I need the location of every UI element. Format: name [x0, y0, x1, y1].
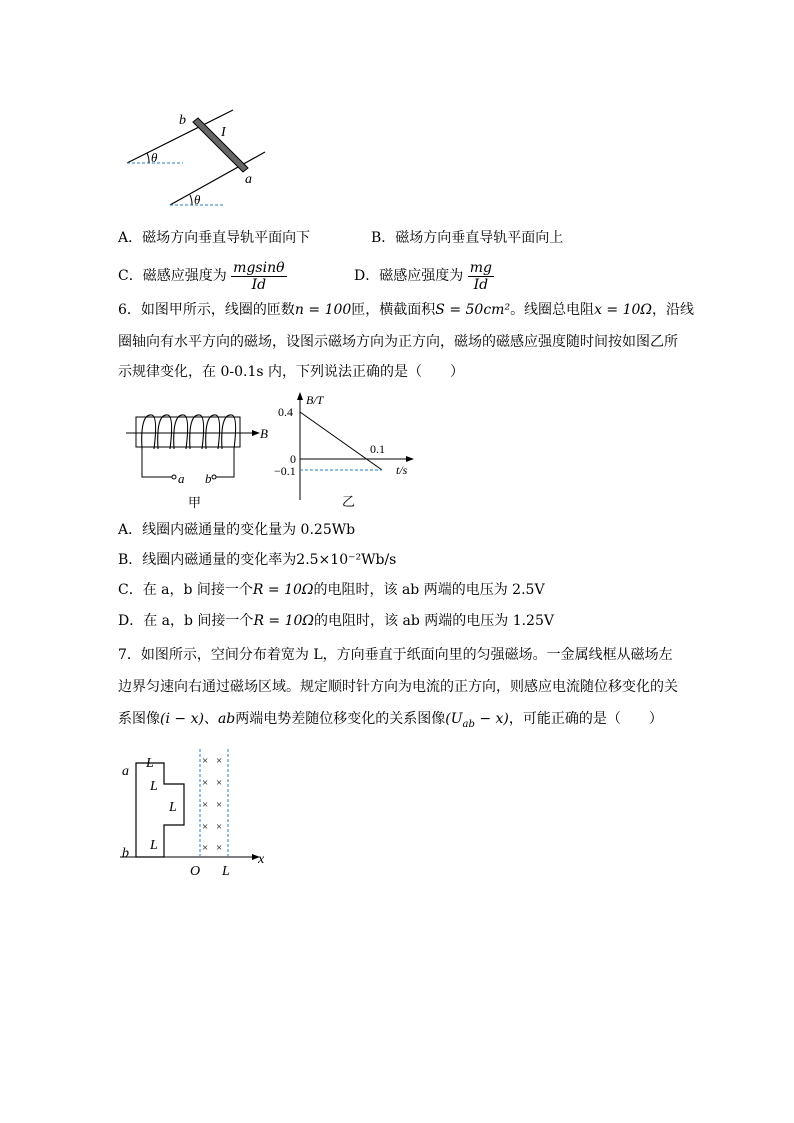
y-tick-top: 0.4: [278, 405, 293, 419]
q6-text: ，沿线: [652, 302, 695, 318]
field-crosses: [202, 755, 222, 854]
label-b: b: [122, 846, 129, 861]
cross-mark: ×: [216, 842, 223, 854]
label-L-step: L: [150, 779, 158, 794]
cross-mark: ×: [216, 799, 223, 811]
fraction-numerator: mg: [469, 259, 492, 276]
terminal-b: [212, 475, 216, 479]
b-t-line: [300, 412, 382, 470]
q6-option-c: [118, 580, 545, 600]
q7-stem-line1: 7．如图所示，空间分布着宽为 L，方向垂直于纸面向里的匀强磁场。一金属线框从磁场左: [118, 647, 673, 663]
q6-text: 的电阻时，该 ab 两端的电压为 2.5V: [313, 582, 545, 598]
q6-option-b-value: 2.5×10⁻²Wb/s: [296, 552, 397, 568]
q5-option-b: B．磁场方向垂直导轨平面向上: [371, 230, 564, 246]
q6-option-d-R: R = 10Ω: [253, 613, 315, 629]
caption-yi: 乙: [342, 494, 356, 509]
q7-stem-line3: [118, 709, 663, 735]
cross-mark: ×: [202, 799, 209, 811]
origin-label: 0: [290, 452, 296, 466]
q7-stem-line2: 边界匀速向右通过磁场区域。规定顺时针方向为电流的正方向，则感应电流随位移变化的关: [118, 679, 678, 695]
q7-text: 系图像: [118, 711, 160, 727]
label-b: b: [205, 471, 212, 486]
x-tick: 0.1: [370, 442, 385, 456]
fraction-denominator: Id: [231, 276, 286, 293]
upper-angle-arc: [147, 153, 149, 163]
q5-option-a: A．磁场方向垂直导轨平面向下: [118, 230, 311, 246]
label-B: B: [260, 426, 268, 441]
q7-ab: ab: [217, 711, 236, 727]
x-arrowhead: [406, 456, 414, 462]
cross-mark: ×: [216, 777, 223, 789]
coil-windings: [142, 415, 236, 449]
q5-option-d-prefix: D．磁感应强度为: [354, 268, 464, 284]
label-current-I: I: [221, 125, 226, 140]
lower-angle-arc: [190, 195, 192, 205]
label-O: O: [190, 864, 201, 879]
x-axis-label: t/s: [396, 463, 408, 477]
q5-option-d: [354, 256, 494, 296]
caption-jia: 甲: [188, 495, 202, 510]
q6-option-c-R: R = 10Ω: [252, 582, 314, 598]
q5-option-d-fraction: [468, 260, 494, 293]
cross-mark: ×: [202, 842, 209, 854]
q7-text: 、: [203, 711, 218, 727]
q6-stem-line2: 圈轴向有水平方向的磁场，设图示磁场方向为正方向，磁场的磁感应强度随时间按如图乙所: [118, 334, 678, 350]
label-L-axis: L: [222, 864, 230, 879]
inclined-rails-figure: [115, 100, 285, 212]
label-a: a: [122, 764, 129, 779]
q7-text: 两端电势差随位移变化的关系图像: [235, 711, 446, 727]
theta-bottom-label: θ: [194, 192, 201, 207]
terminal-a: [172, 475, 176, 479]
fraction-numerator: mgsinθ: [233, 259, 285, 276]
b-t-graph: [270, 392, 430, 512]
q6-option-d: [118, 611, 554, 631]
q7-U: (U: [445, 711, 463, 727]
q6-text: D．在 a，b 间接一个: [118, 613, 254, 629]
frame-field-figure: [116, 745, 276, 880]
q6-stem-line3: 示规律变化，在 0-0.1s 内，下列说法正确的是（ ）: [118, 364, 464, 380]
cross-mark: ×: [202, 821, 209, 833]
q7-U-rest: − x): [474, 711, 509, 727]
q6-area-value: S = 50cm²: [435, 302, 511, 318]
q6-option-b: [118, 550, 396, 570]
q6-n-value: n = 100: [294, 302, 352, 318]
label-L-top: L: [146, 756, 154, 771]
q6-text: 的电阻时，该 ab 两端的电压为 1.25V: [314, 613, 554, 629]
y-arrowhead: [297, 392, 303, 400]
q7-U-ab-x: [445, 711, 509, 730]
coil-figure: [120, 405, 280, 515]
lead-a-wire: [142, 449, 172, 477]
metal-frame: [136, 763, 184, 857]
label-L-bottom: L: [150, 838, 158, 853]
q6-text: C．在 a，b 间接一个: [118, 582, 253, 598]
label-a: a: [245, 172, 252, 187]
q5-option-c-prefix: C．磁感应强度为: [118, 268, 227, 284]
cross-mark: ×: [216, 821, 223, 833]
q5-option-c-fraction: [231, 260, 286, 293]
q6-text: 匝，横截面积: [351, 302, 436, 318]
q7-text: ，可能正确的是（ ）: [508, 711, 663, 727]
q6-option-b-prefix: B．线圈内磁通量的变化率为: [118, 552, 297, 568]
cross-mark: ×: [202, 777, 209, 789]
q7-U-sub: ab: [462, 718, 475, 730]
q7-i-x: (i − x): [160, 711, 204, 727]
cross-mark: ×: [202, 755, 209, 767]
q5-option-c: [118, 256, 287, 296]
label-L-right: L: [169, 800, 177, 815]
q6-stem-line1: [118, 300, 694, 320]
fraction-denominator: Id: [468, 276, 494, 293]
q6-text: 。线圈总电阻: [510, 302, 595, 318]
q6-resistance-value: x = 10Ω: [594, 302, 653, 318]
label-x: x: [258, 852, 265, 867]
y-tick-neg: −0.1: [274, 464, 296, 478]
lead-b-wire: [216, 449, 234, 477]
y-axis-label: B/T: [306, 393, 324, 407]
theta-top-label: θ: [151, 150, 158, 165]
q6-text: 6．如图甲所示，线圈的匝数: [118, 302, 295, 318]
label-b: b: [179, 113, 186, 128]
field-arrowhead: [252, 430, 260, 436]
cross-mark: ×: [216, 755, 223, 767]
q6-option-a: A．线圈内磁通量的变化量为 0.25Wb: [118, 522, 356, 538]
label-a: a: [178, 471, 185, 486]
